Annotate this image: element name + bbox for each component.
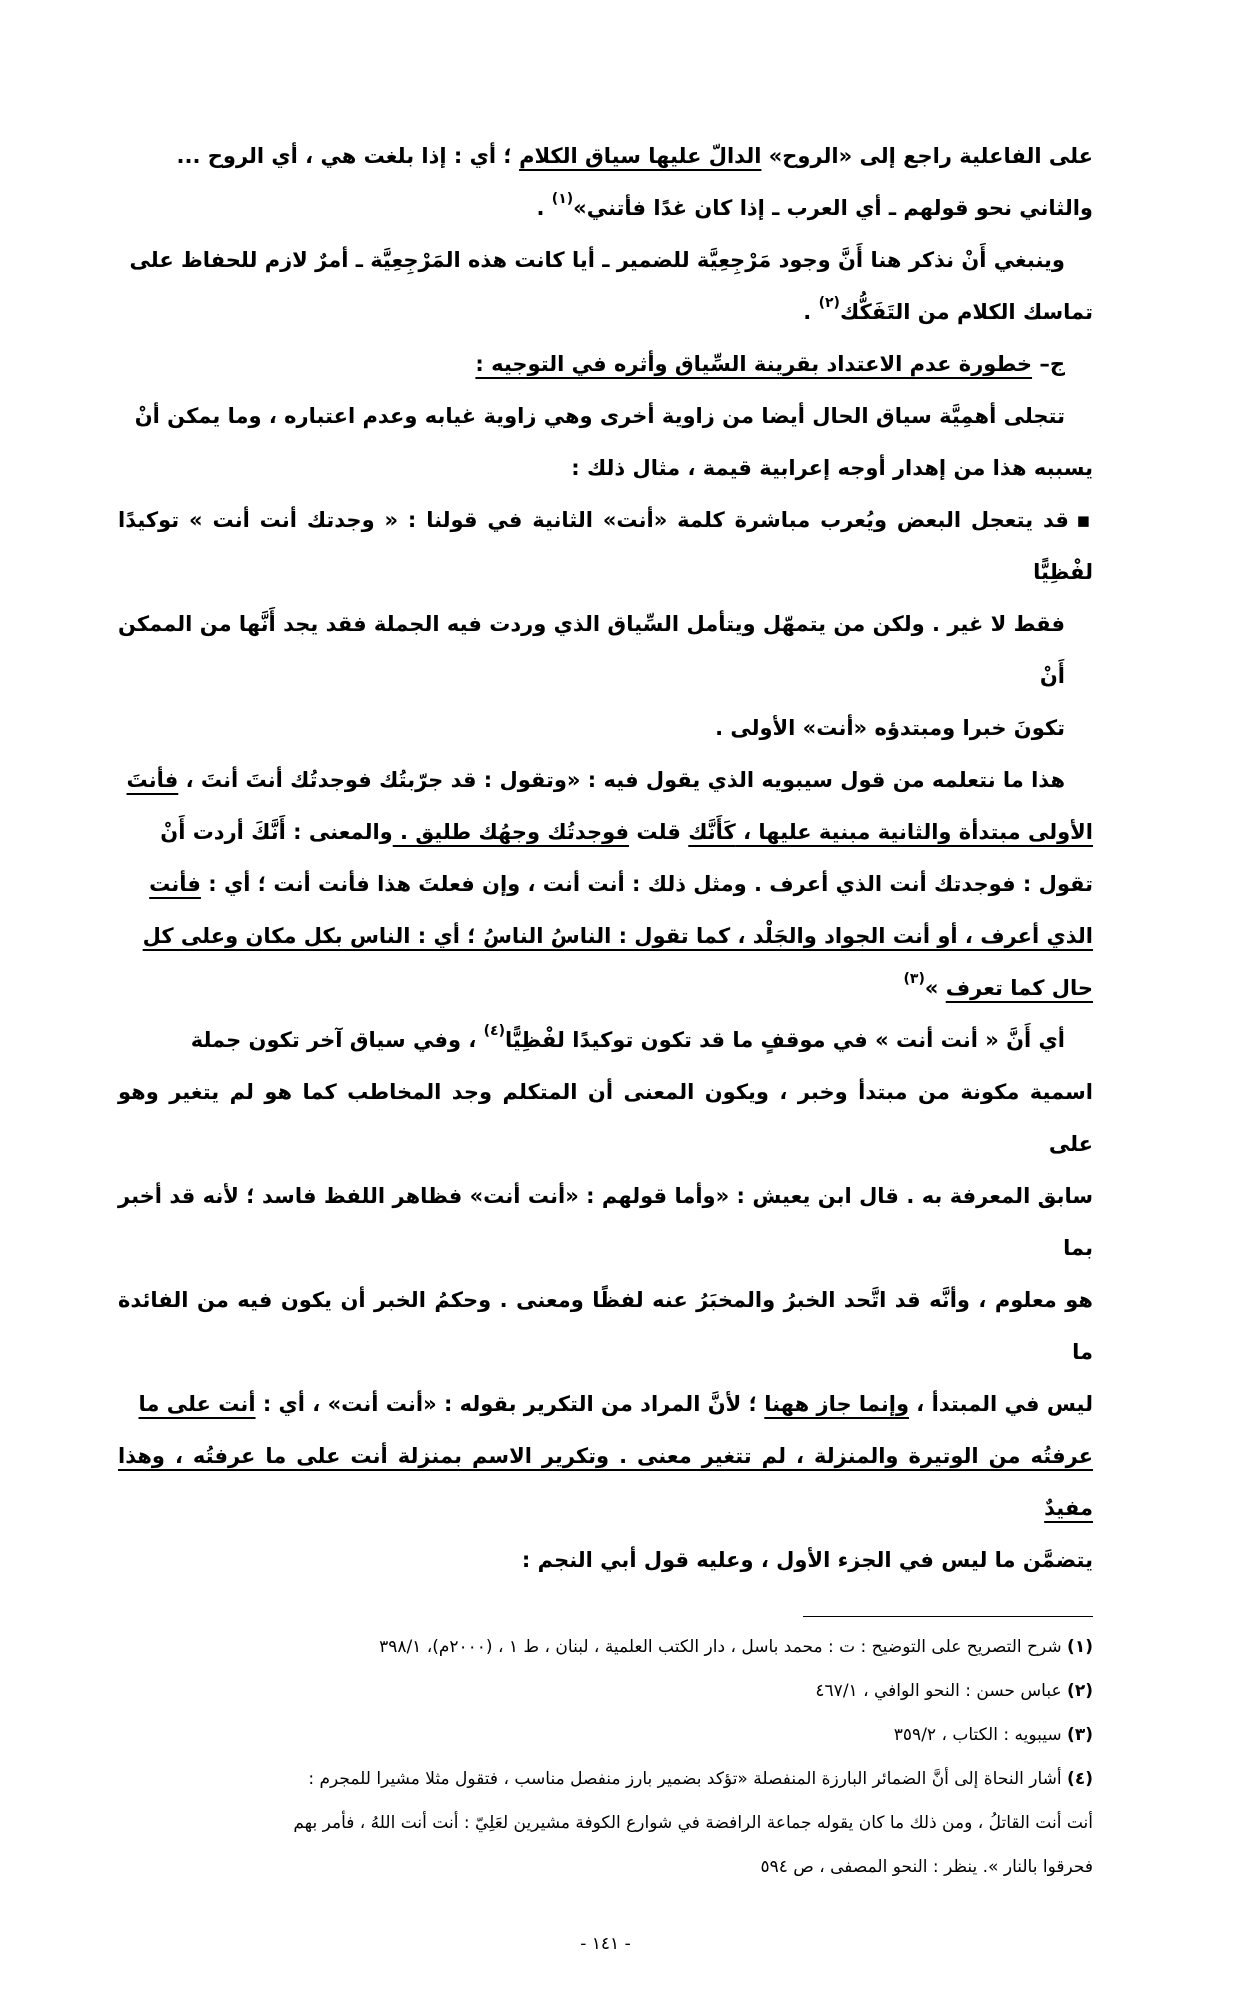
text-line: هو معلوم ، وأنَّه قد اتَّحد الخبرُ والمخبَرُ عنه لفظًا ومعنى . وحكمُ الخبر أن يكون فيه من الفائدة ما	[118, 1288, 1093, 1364]
footnote: (٢) عباس حسن : النحو الوافي ، ٤٦٧/١	[815, 1681, 1093, 1701]
text-line: أي أَنَّ « أنت أنت » في موقفٍ ما قد تكون توكيدًا لفْظِيًّا$^{(٤)}$ ، وفي سياق آخر تكون جملة	[190, 1023, 1065, 1052]
text-line: الأولى مبتدأة والثانية مبنية عليها ، كَأَنَّك قلت فوجدتُك وجهُك طليق . والمعنى : أَنَّكَ أردت أَنْ	[160, 820, 1093, 844]
footnote-ref: (٤)	[483, 1023, 505, 1039]
bullet-line: ▪ قد يتعجل البعض ويُعرب مباشرة كلمة «أنت» الثانية في قولنا : « وجدتك أنت أنت » توكيدًا لفْظِيًّا	[118, 508, 1093, 584]
footnote-continuation: فحرقوا بالنار ». ينظر : النحو المصفى ، ص ٥٩٤	[760, 1857, 1093, 1877]
text-line: وينبغي أَنْ نذكر هنا أَنَّ وجود مَرْجِعِيَّة للضمير ـ أيا كانت هذه المَرْجِعِيَّة ـ أمرٌ لازم للحفاظ على	[129, 248, 1065, 272]
text-line: يتضمَّن ما ليس في الجزء الأول ، وعليه قول أبي النجم :	[521, 1548, 1093, 1572]
text-line: ليس في المبتدأ ، وإنما جاز ههنا ؛ لأنَّ المراد من التكرير بقوله : «أنت أنت» ، أي : أنت على ما	[138, 1392, 1093, 1416]
footnotes	[118, 1625, 1093, 1889]
text-line: الذي أعرف ، أو أنت الجواد والجَلْد ، كما تقول : الناسُ الناسُ ؛ أي : الناس بكل مكان وعلى كل	[142, 924, 1093, 948]
footnote-continuation: أنت أنت القاتلُ ، ومن ذلك ما كان يقوله جماعة الرافضة في شوارع الكوفة مشيرين لعَلِيّ : أنت أنت اللهُ ، فأمر بهم	[293, 1813, 1093, 1833]
text-line: على الفاعلية راجع إلى «الروح» الدالّ عليها سياق الكلام ؛ أي : إذا بلغت هي ، أي الروح ...	[176, 144, 1093, 168]
bullet-icon: ▪	[1076, 508, 1093, 532]
text-line: يسببه هذا من إهدار أوجه إعرابية قيمة ، مثال ذلك :	[571, 456, 1093, 480]
section-heading: ج– خطورة عدم الاعتداد بقرينة السِّياق وأثره في التوجيه :	[475, 352, 1065, 376]
footnote: (٣) سيبويه : الكتاب ، ٣٥٩/٢	[893, 1725, 1093, 1745]
footnote: (٤) أشار النحاة إلى أنَّ الضمائر البارزة المنفصلة «تؤكد بضمير بارز منفصل مناسب ، فتقول مثلا مشيرا للمجرم :	[308, 1769, 1093, 1789]
footnote-ref: (٢)	[818, 295, 840, 311]
text-line: تقول : فوجدتك أنت الذي أعرف . ومثل ذلك : أنت أنت ، وإن فعلتَ هذا فأنت أنت ؛ أي : فأنت	[149, 872, 1093, 896]
text-line: تتجلى أهمِيَّة سياق الحال أيضا من زاوية أخرى وهي زاوية غيابه وعدم اعتباره ، وما يمكن أنْ	[134, 404, 1065, 428]
footnote-separator	[803, 1616, 1093, 1617]
page-body	[118, 130, 1093, 1586]
footnote: (١) شرح التصريح على التوضيح : ت : محمد باسل ، دار الكتب العلمية ، لبنان ، ط ١ ، (٢٠٠٠م)، ٣٩٨/١	[379, 1637, 1093, 1657]
text-line: والثاني نحو قولهم ـ أي العرب ـ إذا كان غدًا فأتني»$^{(١)}$ .	[536, 191, 1093, 220]
text-line: تماسك الكلام من التَفَكُّك$^{(٢)}$ .	[803, 295, 1093, 324]
text-line: فقط لا غير . ولكن من يتمهّل ويتأمل السِّياق الذي وردت فيه الجملة فقد يجد أَنَّها من الممكن أَنْ	[118, 612, 1065, 688]
text-line: تكونَ خبرا ومبتدؤه «أنت» الأولى .	[715, 716, 1065, 740]
footnote-ref: (١)	[551, 191, 574, 207]
page-number: - ١٤١ -	[580, 1934, 631, 1954]
text-line: هذا ما نتعلمه من قول سيبويه الذي يقول فيه : «وتقول : قد جرّبتُك فوجدتُك أنتَ أنتَ ، فأنتَ	[126, 768, 1065, 792]
text-line: حال كما تعرف »$^{(٣)}$	[903, 971, 1093, 1000]
text-line: اسمية مكونة من مبتدأ وخبر ، ويكون المعنى أن المتكلم وجد المخاطب كما هو لم يتغير وهو على	[118, 1080, 1093, 1156]
text-line: عرفتُه من الوتيرة والمنزلة ، لم تتغير معنى . وتكرير الاسم بمنزلة أنت على ما عرفتُه ، وهذا مفيدٌ	[118, 1444, 1093, 1520]
text-line: سابق المعرفة به . قال ابن يعيش : «وأما قولهم : «أنت أنت» فظاهر اللفظ فاسد ؛ لأنه قد أخبر بما	[118, 1184, 1093, 1260]
footnote-ref: (٣)	[903, 971, 925, 987]
